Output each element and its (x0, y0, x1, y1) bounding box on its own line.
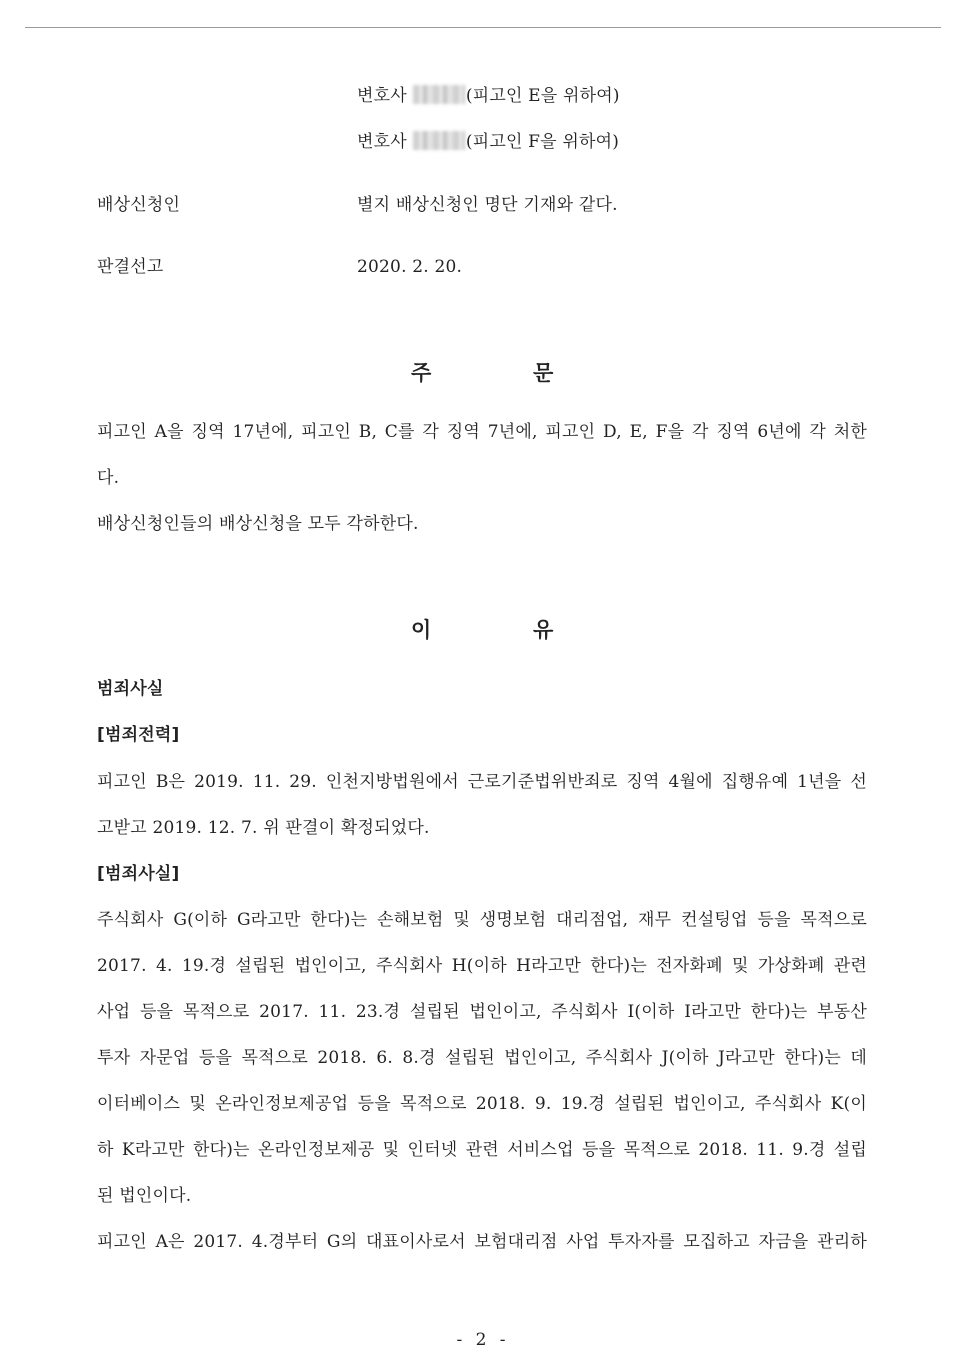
facts-line: 주식회사 G(이하 G라고만 한다)는 손해보험 및 생명보험 대리점업, 재무 컨설팅업 등을 목적으로 (97, 910, 867, 930)
top-rule (25, 27, 941, 28)
sentencing-label: 판결선고 (97, 257, 164, 277)
applicant-label: 배상신청인 (97, 195, 181, 215)
order-line: 피고인 A을 징역 17년에, 피고인 B, C를 각 징역 7년에, 피고인 D, E, F을 각 징역 6년에 각 처한 (97, 422, 867, 442)
order-heading-char-1: 주 (411, 361, 432, 385)
redacted-name (413, 85, 465, 104)
redacted-name (413, 131, 465, 150)
subsection-title-prior-record: [범죄전력] (97, 725, 180, 745)
facts-line: 하 K라고만 한다)는 온라인정보제공 및 인터넷 관련 서비스업 등을 목적으로 2018. 11. 9.경 설립 (97, 1140, 867, 1160)
prior-record-line: 고받고 2019. 12. 7. 위 판결이 확정되었다. (97, 818, 430, 838)
facts-line: 피고인 A은 2017. 4.경부터 G의 대표이사로서 보험대리점 사업 투자자를 모집하고 자금을 관리하 (97, 1232, 867, 1252)
order-line: 배상신청인들의 배상신청을 모두 각하한다. (97, 514, 419, 534)
counsel-line-f (357, 130, 619, 154)
counsel-label: 변호사 (357, 132, 407, 152)
order-heading-char-2: 문 (533, 361, 554, 385)
facts-line: 이터베이스 및 온라인정보제공업 등을 목적으로 2018. 9. 19.경 설립된 법인이고, 주식회사 K(이 (97, 1094, 867, 1114)
counsel-suffix: (피고인 F을 위하여) (465, 132, 620, 152)
facts-line: 사업 등을 목적으로 2017. 11. 23.경 설립된 법인이고, 주식회사 I(이하 I라고만 한다)는 부동산 (97, 1002, 867, 1022)
counsel-suffix: (피고인 E을 위하여) (465, 86, 620, 106)
facts-line: 투자 자문업 등을 목적으로 2018. 6. 8.경 설립된 법인이고, 주식회사 J(이하 J라고만 한다)는 데 (97, 1048, 867, 1068)
applicant-value: 별지 배상신청인 명단 기재와 같다. (357, 195, 618, 215)
order-line: 다. (97, 468, 120, 488)
reasons-heading-char-1: 이 (411, 618, 432, 642)
prior-record-line: 피고인 B은 2019. 11. 29. 인천지방법원에서 근로기준법위반죄로 징역 4월에 집행유예 1년을 선 (97, 772, 867, 792)
page-number: - 2 - (456, 1330, 510, 1350)
counsel-label: 변호사 (357, 86, 407, 106)
facts-line: 2017. 4. 19.경 설립된 법인이고, 주식회사 H(이하 H라고만 한다)는 전자화폐 및 가상화폐 관련 (97, 956, 867, 976)
subsection-title-criminal-facts: [범죄사실] (97, 864, 180, 884)
facts-line: 된 법인이다. (97, 1186, 192, 1206)
section-title-criminal-facts: 범죄사실 (97, 679, 164, 699)
reasons-heading-char-2: 유 (533, 618, 554, 642)
sentencing-date: 2020. 2. 20. (357, 257, 463, 277)
counsel-line-e (357, 84, 620, 108)
